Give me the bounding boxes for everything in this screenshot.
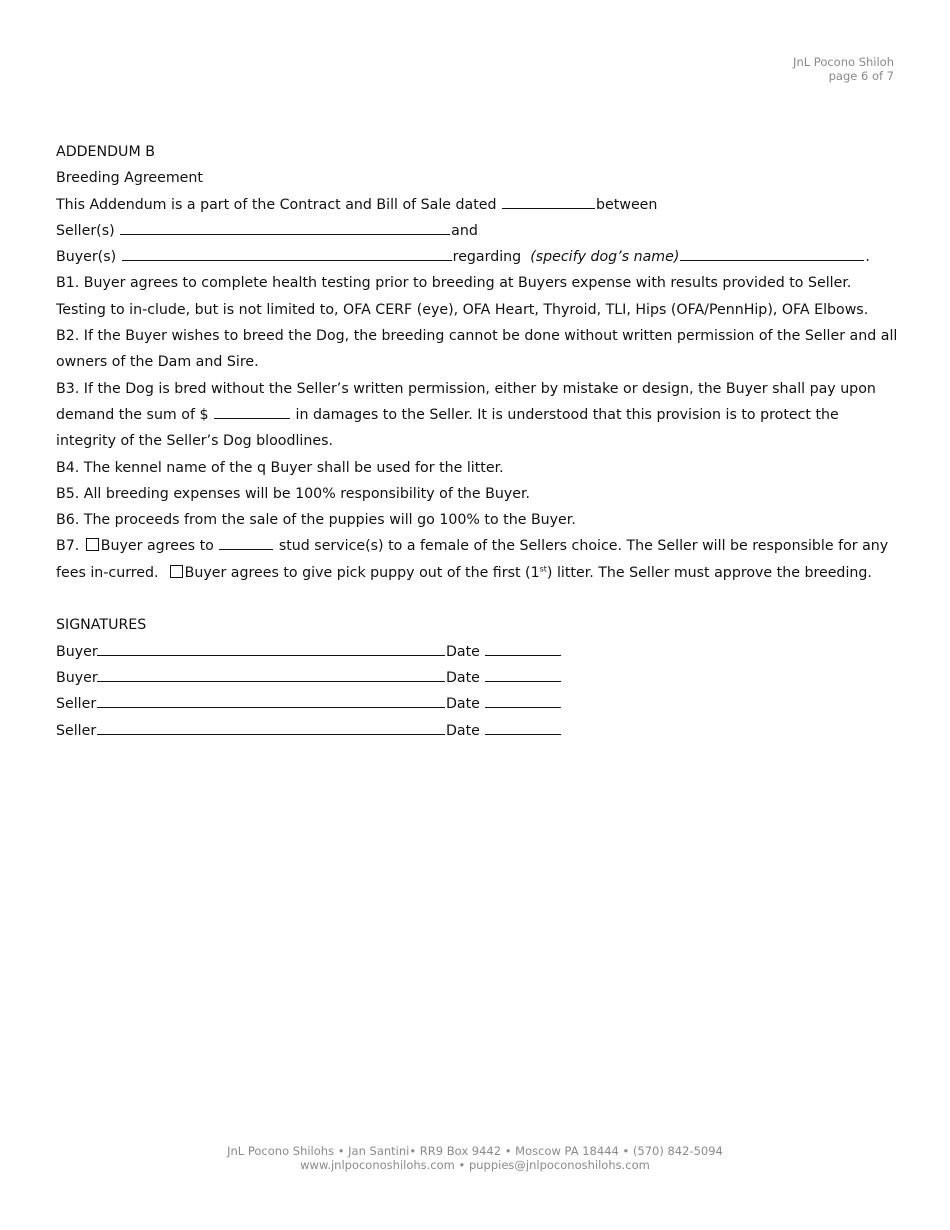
page-header [793,55,894,83]
date-label: Date [446,722,480,739]
buyer-name-field[interactable] [122,245,452,261]
signature-row [56,665,898,691]
seller-line [56,218,898,244]
intro-line [56,192,898,218]
clause-b3 [56,376,898,455]
clause-b6: B6. The proceeds from the sale of the puppies will go 100% to the Buyer. [56,512,576,529]
b7-option2-post: ) litter. The Seller must approve the breeding. [546,564,872,581]
stud-service-checkbox[interactable] [86,538,99,551]
signature-row [56,718,898,744]
b7-option2-sup: st [539,564,547,574]
signature-date-field[interactable] [485,640,561,656]
document-body [56,139,898,744]
stud-service-count-field[interactable] [219,534,273,550]
footer-contact: JnL Pocono Shilohs • Jan Santini• RR9 Box 9442 • Moscow PA 18444 • (570) 842-5094 [227,1144,723,1158]
b7-option1-pre: Buyer agrees to [100,538,214,555]
signatures-heading: SIGNATURES [56,617,147,634]
clause-b3-text-pre: B3. If the Dog is bred without the Seller’s written permission, either by mistake or design, the Buyer shall pay upon demand the sum of $ [56,380,876,423]
intro-between: between [596,196,658,213]
date-label: Date [446,669,480,686]
clause-b7 [56,533,898,586]
clause-b3-text-post: in damages to the Seller. It is understood that this provision is to protect the integrity of the Seller’s Dog bloodlines. [56,406,839,450]
date-label: Date [446,696,480,713]
footer-web: www.jnlpoconoshilohs.com • puppies@jnlpoconoshilohs.com [300,1158,650,1172]
addendum-subtitle: Breeding Agreement [56,170,203,187]
seller-and: and [451,222,478,239]
buyer-regarding: regarding [452,249,522,266]
signature-field[interactable] [97,692,445,708]
intro-text: This Addendum is a part of the Contract and Bill of Sale dated [56,196,497,213]
date-label: Date [446,643,480,660]
signature-field[interactable] [97,666,445,682]
seller-name-field[interactable] [120,219,450,235]
seller-label: Seller(s) [56,222,115,239]
signature-date-field[interactable] [485,666,561,682]
header-page-number: page 6 of 7 [828,69,894,83]
addendum-title: ADDENDUM B [56,144,155,160]
signature-role: Seller [56,696,97,713]
signature-field[interactable] [97,719,445,735]
clause-b7-lead: B7. [56,538,80,555]
damages-amount-field[interactable] [214,403,290,419]
date-blank-field[interactable] [502,193,595,209]
signature-date-field[interactable] [485,692,561,708]
b7-option1-post: stud service(s) to a female of the Sellers choice. The Seller will be responsible for any fees in-curred. [56,538,889,581]
specify-dog-name: (specify dog’s name) [530,249,680,266]
signature-row [56,639,898,665]
signature-row [56,691,898,717]
b7-option2-pre: Buyer agrees to give pick puppy out of the first (1 [184,564,540,581]
buyer-line-end: . [865,249,870,266]
header-company: JnL Pocono Shiloh [793,55,894,69]
clause-b1: B1. Buyer agrees to complete health testing prior to breeding at Buyers expense with results provided to Seller. Testing to in-clude, but is not limited to, OFA CERF (eye), OFA Heart, Thyroid, TLI, Hips (OFA/PennHip), OFA Elbows. [56,275,869,318]
signature-role: Buyer [56,669,98,686]
clause-b4: B4. The kennel name of the q Buyer shall be used for the litter. [56,459,504,476]
signature-role: Seller [56,722,97,739]
clause-b5: B5. All breeding expenses will be 100% responsibility of the Buyer. [56,485,531,502]
signature-role: Buyer [56,643,98,660]
signature-field[interactable] [97,640,445,656]
page-footer [0,1144,950,1172]
pick-puppy-checkbox[interactable] [170,565,183,578]
buyer-line [56,244,898,270]
buyer-label: Buyer(s) [56,249,117,266]
signature-date-field[interactable] [485,719,561,735]
clause-b2: B2. If the Buyer wishes to breed the Dog, the breeding cannot be done without written permission of the Seller and all owners of the Dam and Sire. [56,328,898,371]
dog-name-field[interactable] [680,245,864,261]
